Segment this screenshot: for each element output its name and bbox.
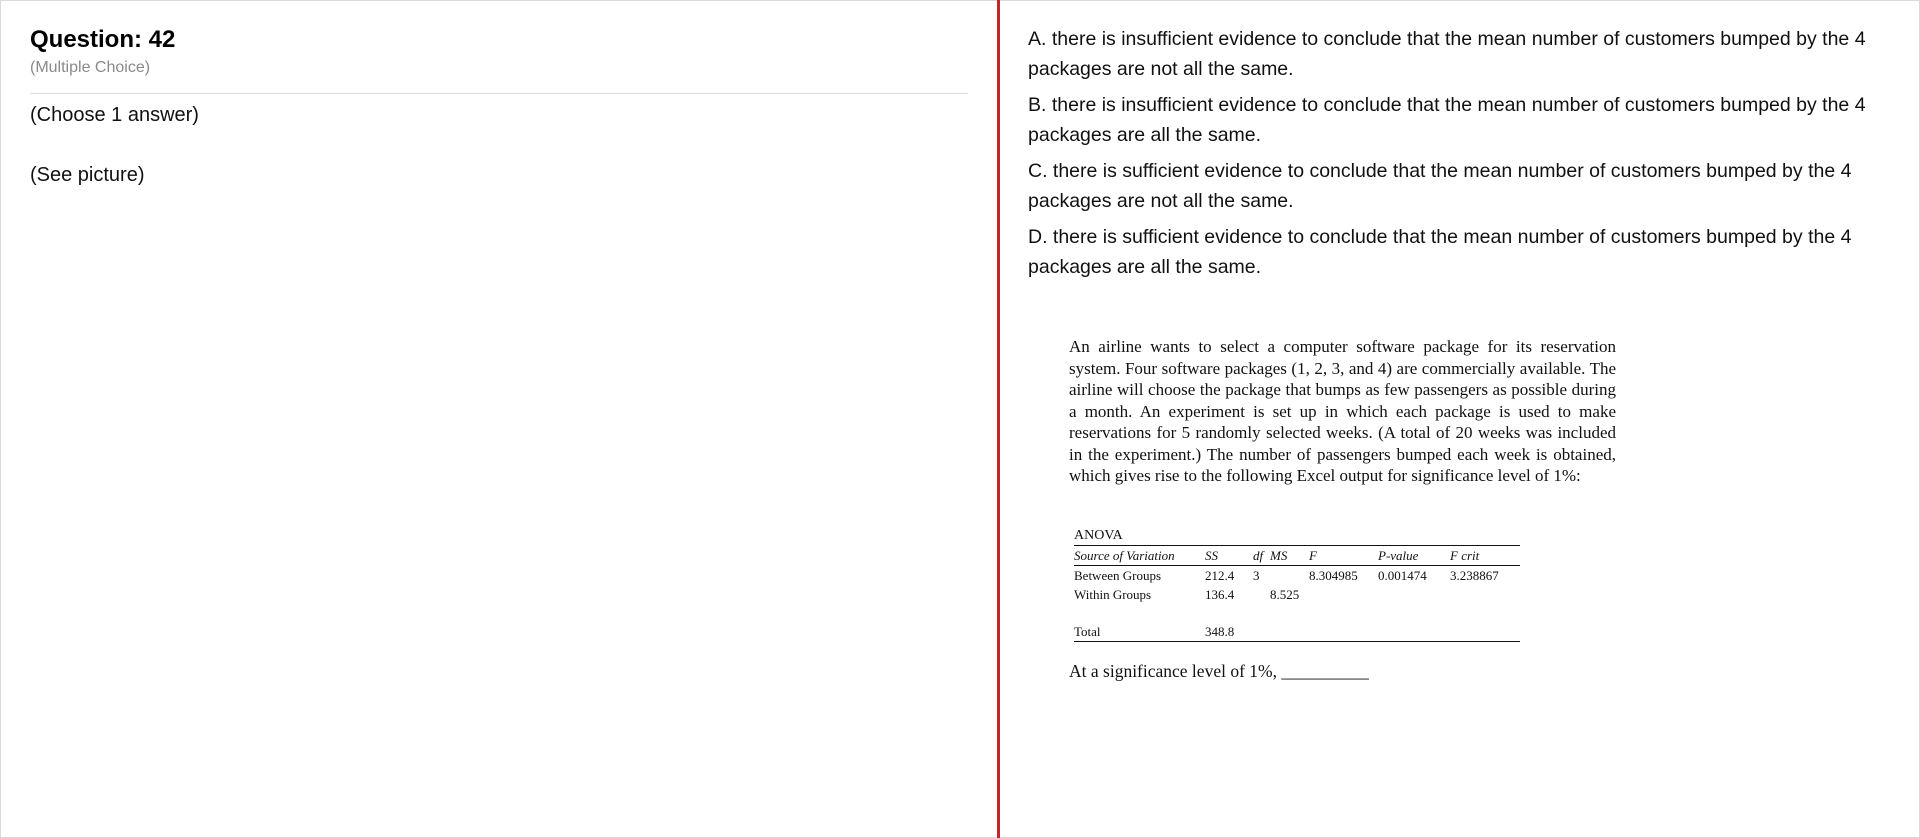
see-picture-note: (See picture) [30, 164, 145, 186]
option-a[interactable]: A. there is insufficient evidence to conclude that the mean number of customers bumped by the 4 packages are not all the same. [1028, 28, 1866, 80]
table-cell: Within Groups [1074, 587, 1152, 602]
table-cell [1450, 585, 1520, 604]
table-rule [1074, 641, 1520, 642]
header-cell: F crit [1450, 548, 1480, 563]
table-spacer [1074, 604, 1520, 622]
question-picture [1069, 336, 1616, 681]
table-cell: Between Groups [1074, 568, 1162, 583]
table-cell [1253, 585, 1270, 604]
table-cell: 3.238867 [1450, 568, 1499, 583]
header-cell: SS [1205, 548, 1218, 563]
table-cell [1378, 585, 1450, 604]
header-cell: MS [1270, 548, 1288, 563]
option-c[interactable]: C. there is sufficient evidence to conclude that the mean number of customers bumped by the 4 packages are not all the same. [1028, 160, 1852, 212]
header-cell: df [1253, 548, 1264, 563]
table-cell: Total [1074, 624, 1101, 639]
answer-options [1028, 24, 1908, 288]
table-cell [1378, 622, 1450, 641]
anova-table [1074, 528, 1520, 642]
table-cell: 0.001474 [1378, 568, 1427, 583]
table-cell [1309, 622, 1378, 641]
table-cell [1253, 622, 1270, 641]
question-title: Question: 42 [30, 26, 176, 53]
table-cell: 212.4 [1205, 568, 1235, 583]
option-b[interactable]: B. there is insufficient evidence to conclude that the mean number of customers bumped by the 4 packages are all the same. [1028, 94, 1866, 146]
answer-instruction: (Choose 1 answer) [30, 104, 199, 126]
table-cell [1270, 622, 1309, 641]
table-header-row [1074, 546, 1520, 565]
table-cell [1270, 566, 1309, 585]
table-cell: 8.525 [1270, 587, 1300, 602]
problem-text: An airline wants to select a computer software package for its reservation system. Four software packages (1, 2, 3, and 4) are commercially available. The airline will choose the package that bumps as few passengers as possible during a month. An experiment is set up in which each package is used to make reservations for 5 randomly selected weeks. (A total of 20 weeks was included in the experiment.) The number of passengers bumped each week is obtained, which gives rise to the following Excel output for significance level of 1%: [1069, 337, 1616, 485]
answer-panel [1000, 0, 1920, 838]
table-cell: 136.4 [1205, 587, 1235, 602]
table-row [1074, 585, 1520, 604]
table-cell: 348.8 [1205, 624, 1235, 639]
table-cell [1309, 585, 1378, 604]
question-prompt: At a significance level of 1%, __________ [1069, 661, 1369, 681]
table-cell: 3 [1253, 568, 1260, 583]
table-cell [1450, 622, 1520, 641]
table-row [1074, 566, 1520, 585]
table-total-row [1074, 622, 1520, 641]
header-cell: Source of Variation [1074, 548, 1175, 563]
question-type: (Multiple Choice) [30, 59, 151, 76]
header-cell: F [1309, 548, 1317, 563]
header-cell: P-value [1378, 548, 1419, 563]
header-divider [30, 93, 968, 94]
option-d[interactable]: D. there is sufficient evidence to conclude that the mean number of customers bumped by the 4 packages are all the same. [1028, 226, 1852, 278]
anova-title: ANOVA [1074, 528, 1123, 543]
table-cell: 8.304985 [1309, 568, 1358, 583]
